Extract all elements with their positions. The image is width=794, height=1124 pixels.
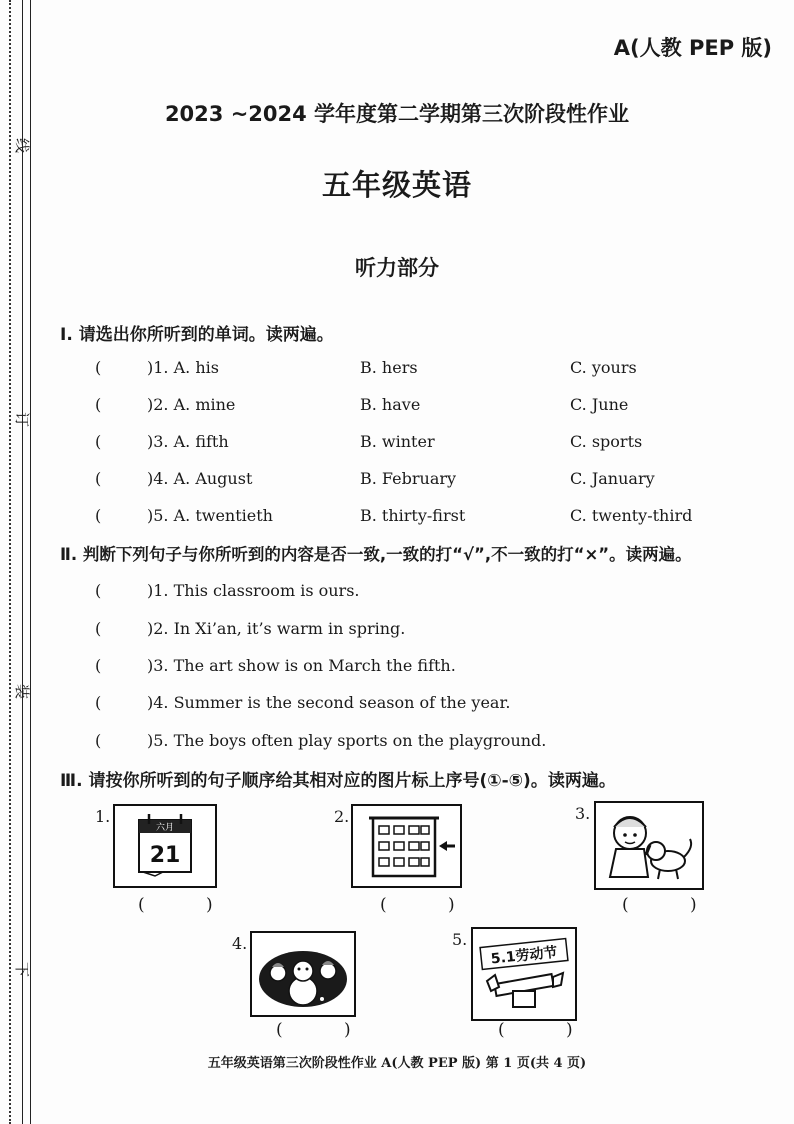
picture-number: 2. xyxy=(334,807,350,826)
part2-instruction: Ⅱ. 判断下列句子与你所听到的内容是否一致,一致的打“√”,不一致的打“×”。读两遍。 xyxy=(60,545,692,564)
part2-item: ( )5. The boys often play sports on the playground. xyxy=(95,731,547,750)
part1-instruction: Ⅰ. 请选出你所听到的单词。读两遍。 xyxy=(60,325,334,345)
part1-item: ( )1. A. his B. hers C. yours xyxy=(95,358,637,377)
boy-with-dog-icon xyxy=(594,801,704,890)
edition-label: A(人教 PEP 版) xyxy=(613,36,772,60)
part2-item: ( )3. The art show is on March the fifth. xyxy=(95,656,456,675)
margin-char-line: 线 xyxy=(13,137,32,154)
section-title: 听力部分 xyxy=(355,256,439,280)
margin-char-down: 下 xyxy=(13,961,32,978)
part1-item: ( )4. A. August B. February C. January xyxy=(95,469,655,488)
part2-item: ( )1. This classroom is ours. xyxy=(95,581,360,600)
part2-item: ( )4. Summer is the second season of the year. xyxy=(95,693,511,712)
margin-char-bind: 订 xyxy=(13,411,32,428)
svg-text:21: 21 xyxy=(149,843,181,868)
labour-day-icon xyxy=(471,927,577,1021)
part2-item: ( )2. In Xi’an, it’s warm in spring. xyxy=(95,619,406,638)
picture-number: 1. xyxy=(95,807,111,826)
part1-item: ( )2. A. mine B. have C. June xyxy=(95,395,629,414)
answer-blank[interactable]: ( ) xyxy=(380,895,483,915)
answer-blank[interactable]: ( ) xyxy=(622,895,725,915)
part1-item: ( )3. A. fifth B. winter C. sports xyxy=(95,432,643,451)
answer-blank[interactable]: ( ) xyxy=(498,1020,601,1040)
page-footer: 五年级英语第三次阶段性作业 A(人教 PEP 版) 第 1 页(共 4 页) xyxy=(207,1056,587,1071)
exam-subtitle: 2023 ~2024 学年度第二学期第三次阶段性作业 xyxy=(164,102,630,126)
snowman-icon xyxy=(250,931,356,1017)
answer-blank[interactable]: ( ) xyxy=(276,1020,379,1040)
answer-blank[interactable]: ( ) xyxy=(138,895,241,915)
picture-number: 4. xyxy=(232,934,248,953)
picture-number: 3. xyxy=(575,804,591,823)
svg-text:5.1劳动节: 5.1劳动节 xyxy=(490,944,559,968)
part1-item: ( )5. A. twentieth B. thirty-first C. twenty-third xyxy=(95,506,693,525)
picture-number: 5. xyxy=(452,930,468,949)
margin-char-staple: 装 xyxy=(13,683,32,700)
building-icon xyxy=(351,804,462,888)
part3-instruction: Ⅲ. 请按你所听到的句子顺序给其相对应的图片标上序号(①-⑤)。读两遍。 xyxy=(60,771,616,791)
calendar-icon xyxy=(113,804,217,888)
page-title: 五年级英语 xyxy=(321,168,472,202)
svg-text:六月: 六月 xyxy=(155,823,175,833)
